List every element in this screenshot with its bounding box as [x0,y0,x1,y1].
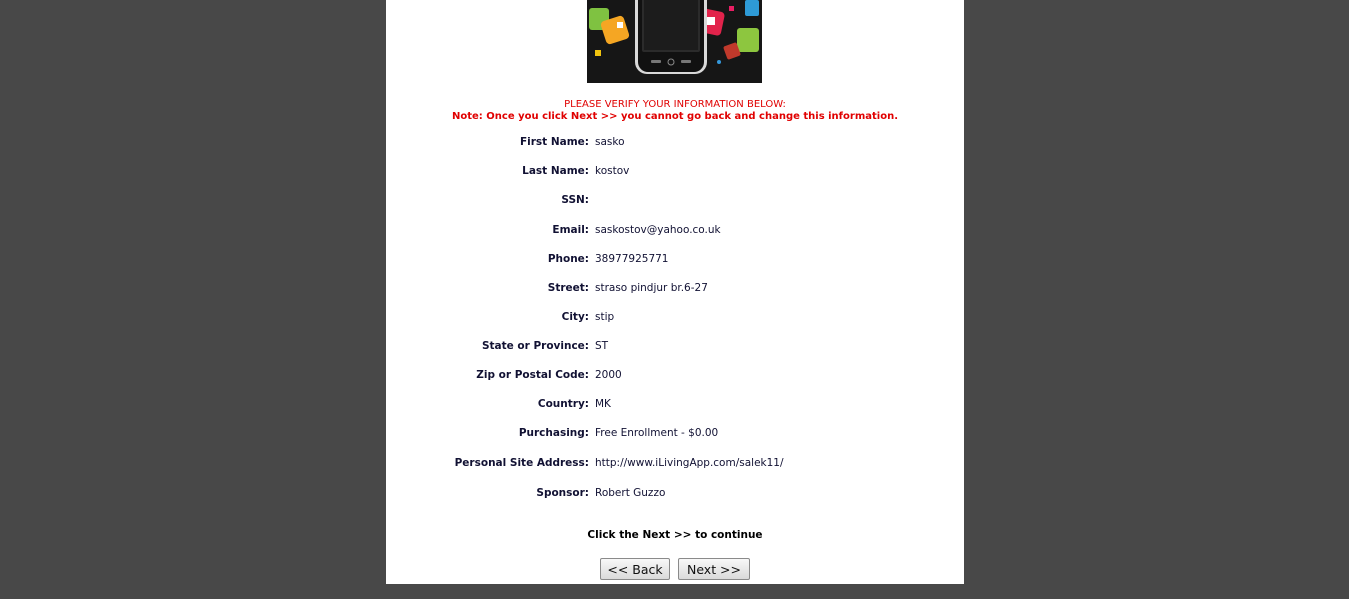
field-value: Free Enrollment - $0.00 [595,427,719,439]
field-value: straso pindjur br.6-27 [595,282,708,294]
field-label: Sponsor: [536,487,589,499]
field-label: SSN: [561,194,589,206]
verification-notice [386,99,964,123]
field-row-purchasing [386,426,964,440]
smartphone-apps-banner [587,0,762,83]
field-label: Email: [552,224,589,236]
field-label: Personal Site Address: [454,457,589,469]
field-row-city [386,310,964,324]
field-row-ssn [386,193,964,207]
field-row-site-address [386,456,964,470]
field-value: stip [595,311,615,323]
field-value: http://www.iLivingApp.com/salek11/ [595,457,784,469]
field-row-zip [386,368,964,382]
next-button[interactable]: Next >> [678,558,750,580]
field-value: saskostov@yahoo.co.uk [595,224,721,236]
field-row-state [386,339,964,353]
field-value: MK [595,398,611,410]
field-label: Last Name: [522,165,589,177]
field-value: ST [595,340,609,352]
verification-page [386,0,964,584]
field-row-sponsor [386,486,964,500]
field-row-country [386,397,964,411]
back-button[interactable]: << Back [600,558,670,580]
field-label: City: [561,311,589,323]
field-row-first-name [386,135,964,149]
field-row-street [386,281,964,295]
notice-warning: Note: Once you click Next >> you cannot go back and change this information. [451,111,898,122]
field-row-phone [386,252,964,266]
field-label: Country: [537,398,589,410]
field-value: 2000 [595,369,622,381]
field-label: Zip or Postal Code: [476,369,589,381]
field-value: 38977925771 [595,253,669,265]
field-row-last-name [386,164,964,178]
smartphone-apps-icon [587,0,762,83]
field-value: kostov [595,165,630,177]
field-label: Street: [547,282,589,294]
field-label: Phone: [547,253,589,265]
notice-heading: PLEASE VERIFY YOUR INFORMATION BELOW: [564,99,786,110]
field-label: First Name: [519,136,589,148]
field-label: Purchasing: [518,427,589,439]
field-row-email [386,223,964,237]
field-label: State or Province: [481,340,589,352]
field-value: Robert Guzzo [595,487,666,499]
continue-instruction: Click the Next >> to continue [587,529,763,541]
field-value: sasko [595,136,625,148]
